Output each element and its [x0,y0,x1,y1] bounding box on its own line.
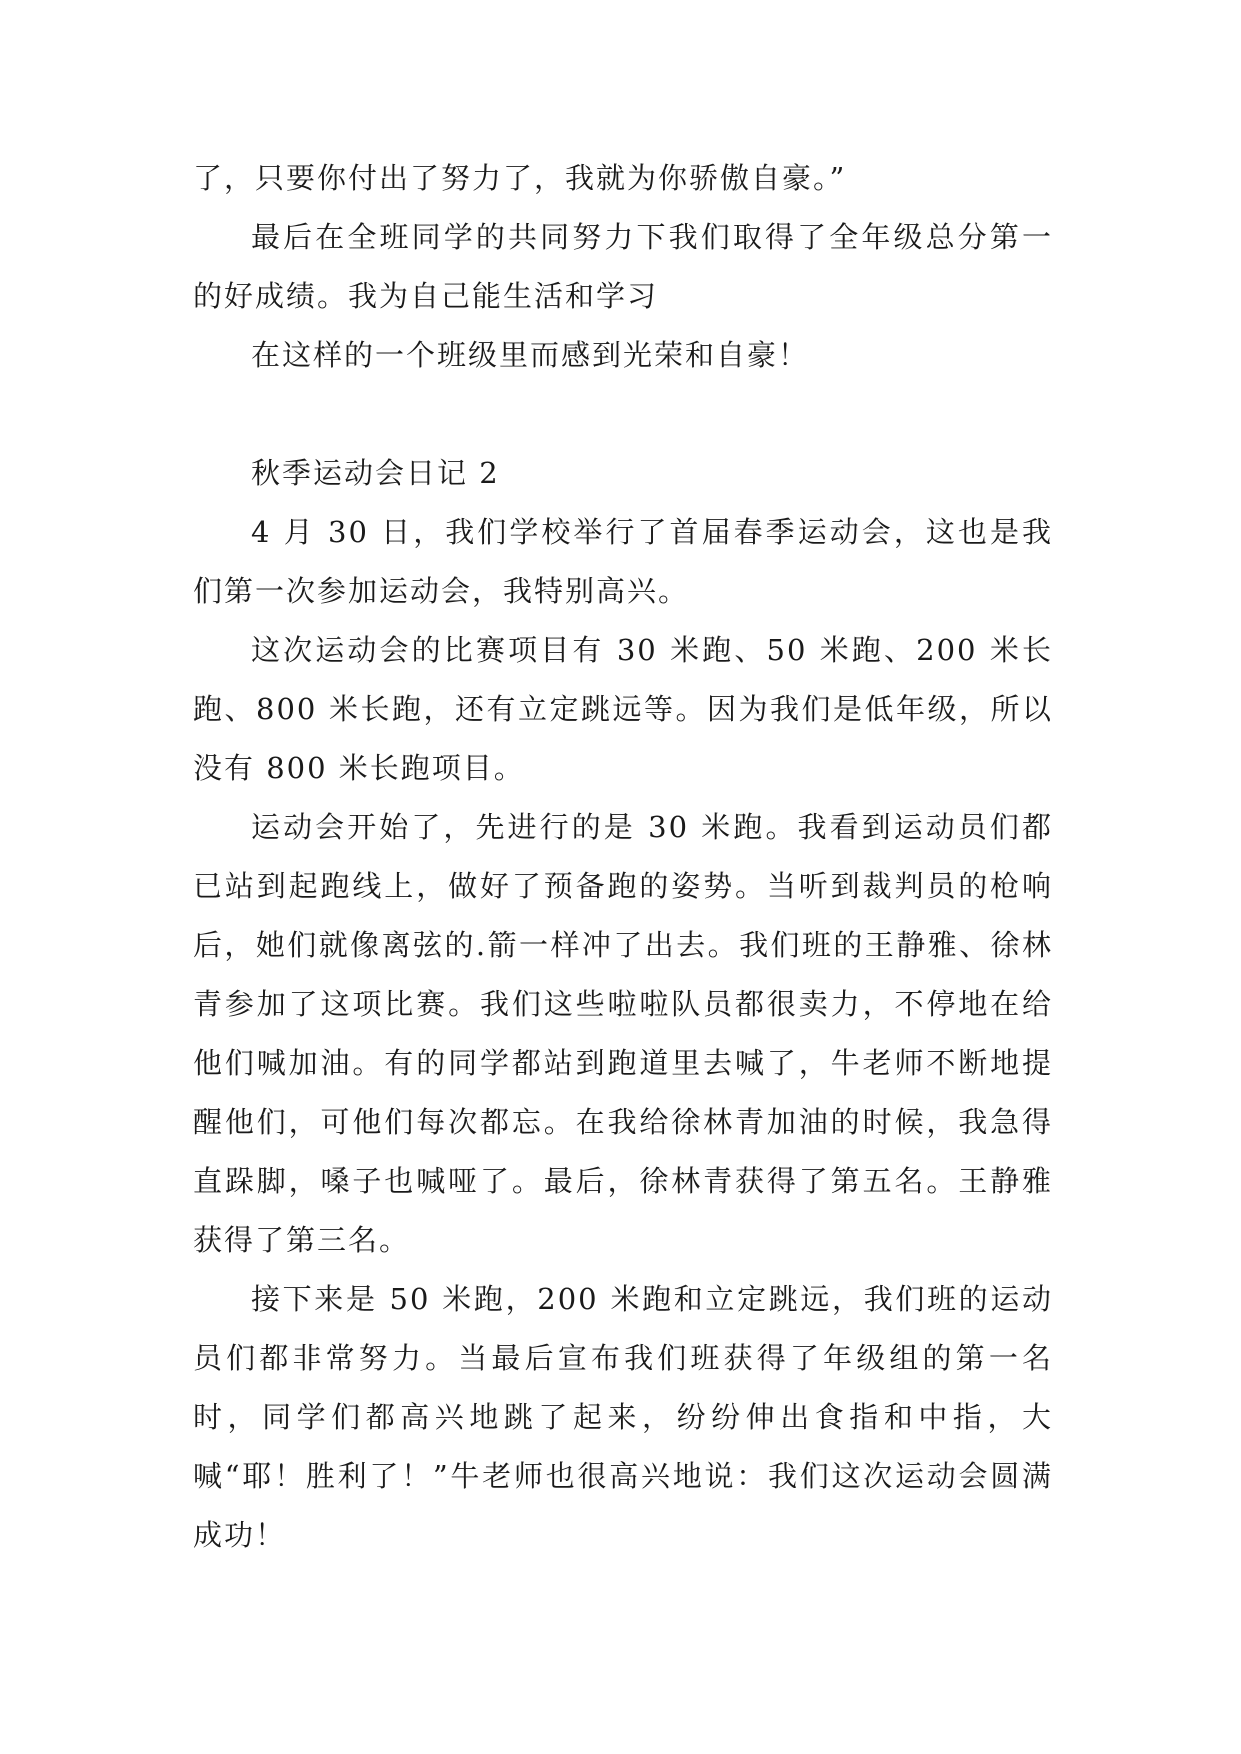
paragraph: 4 月 30 日，我们学校举行了首届春季运动会，这也是我们第一次参加运动会，我特别高兴。 [193,515,1053,608]
document-page [193,149,1053,1565]
section-title: 秋季运动会日记 2 [251,456,500,490]
paragraph: 这次运动会的比赛项目有 30 米跑、50 米跑、200 米长跑、800 米长跑，还有立定跳远等。因为我们是低年级，所以没有 800 米长跑项目。 [193,633,1053,785]
paragraph: 运动会开始了，先进行的是 30 米跑。我看到运动员们都已站到起跑线上，做好了预备跑的姿势。当听到裁判员的枪响后，她们就像离弦的.箭一样冲了出去。我们班的王静雅、徐林青参加了这项比赛。我们这些啦啦队员都很卖力，不停地在给他们喊加油。有的同学都站到跑道里去喊了，牛老师不断地提醒他们，可他们每次都忘。在我给徐林青加油的时候，我急得直跺脚，嗓子也喊哑了。最后，徐林青获得了第五名。王静雅获得了第三名。 [193,810,1053,1257]
paragraph: 在这样的一个班级里而感到光荣和自豪！ [251,338,810,372]
paragraph: 接下来是 50 米跑，200 米跑和立定跳远，我们班的运动员们都非常努力。当最后宣布我们班获得了年级组的第一名时，同学们都高兴地跳了起来，纷纷伸出食指和中指，大喊“耶！胜利了！”牛老师也很高兴地说：我们这次运动会圆满成功！ [193,1282,1053,1552]
continuation-line: 了，只要你付出了努力了，我就为你骄傲自豪。” [193,161,847,195]
paragraph: 最后在全班同学的共同努力下我们取得了全年级总分第一的好成绩。我为自己能生活和学习 [193,220,1053,313]
